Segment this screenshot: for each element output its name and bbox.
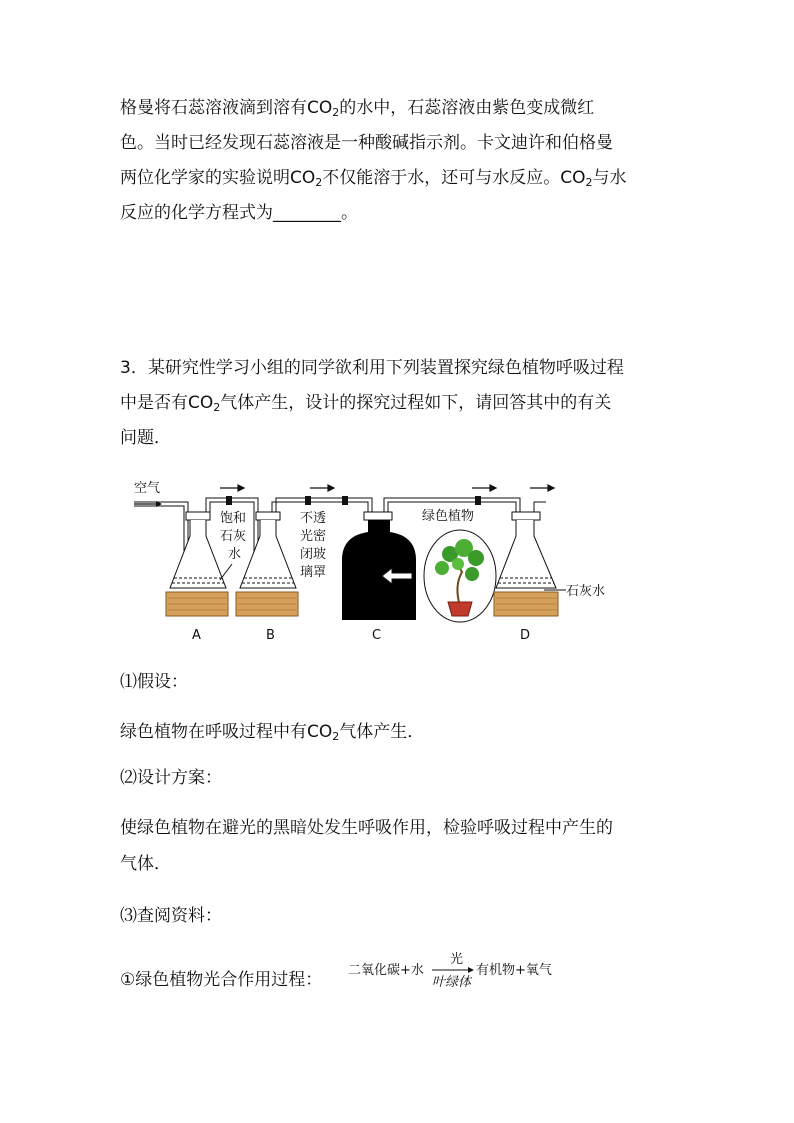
- formula: CO: [560, 168, 586, 188]
- text: 中是否有: [120, 393, 188, 413]
- section-title: ⑵设计方案：: [120, 768, 222, 788]
- text: 的水中，石蕊溶液由紫色变成微红: [339, 98, 595, 118]
- formula: CO: [188, 393, 214, 413]
- opaque-jar-label-3: 闭玻: [300, 547, 327, 562]
- formula: CO: [307, 98, 333, 118]
- photosynthesis-equation: [340, 950, 570, 990]
- section-item: ①绿色植物光合作用过程：: [120, 970, 323, 990]
- air-label: 空气: [134, 481, 161, 496]
- question-line: [120, 391, 611, 415]
- text: 气体产生，设计的探究过程如下，请回答其中的有关: [220, 393, 612, 413]
- paragraph-line: [120, 166, 627, 190]
- flask-b: [236, 512, 298, 616]
- opaque-jar-label-1: 不透: [300, 511, 327, 526]
- subscript: 2: [213, 401, 221, 414]
- text: 绿色植物在呼吸过程中有: [120, 722, 307, 742]
- flask-d: [494, 512, 558, 616]
- plant-illustration: [424, 530, 496, 622]
- reaction-arrowhead: [468, 967, 474, 973]
- paragraph-line: [120, 96, 594, 120]
- leader-line: [220, 564, 232, 580]
- formula: CO: [307, 722, 333, 742]
- apparatus-figure: [120, 476, 620, 648]
- text: 不仅能溶于水，还可与水反应。: [322, 168, 561, 188]
- section-title: ⑴假设：: [120, 672, 188, 692]
- equation-reactants: 二氧化碳+水: [348, 963, 424, 978]
- text: 两位化学家的实验说明: [120, 168, 290, 188]
- question-line: 3．某研究性学习小组的同学欲利用下列装置探究绿色植物呼吸过程: [120, 358, 624, 378]
- subscript: 2: [585, 176, 593, 189]
- jar-c: [342, 512, 416, 620]
- flask-a: [166, 512, 228, 616]
- label-d: D: [520, 628, 531, 643]
- paragraph-line: 色。当时已经发现石蕊溶液是一种酸碱指示剂。卡文迪许和伯格曼: [120, 133, 613, 153]
- text: 与水: [592, 168, 627, 188]
- section-text: 气体．: [120, 854, 171, 874]
- label-c: C: [372, 628, 382, 643]
- label-b: B: [266, 628, 275, 643]
- section-text: 使绿色植物在避光的黑暗处发生呼吸作用，检验呼吸过程中产生的: [120, 818, 613, 838]
- question-line: 问题．: [120, 428, 171, 448]
- label-a: A: [192, 628, 201, 643]
- section-title: ⑶查阅资料：: [120, 906, 222, 926]
- text: 气体产生．: [339, 722, 425, 742]
- subscript: 2: [332, 730, 340, 743]
- section-text: [120, 720, 424, 744]
- flow-arrows: [220, 485, 554, 491]
- saturated-limewater-label-3: 水: [228, 547, 242, 562]
- equation-products: 有机物+氧气: [476, 963, 552, 978]
- formula: CO: [290, 168, 316, 188]
- equation-condition-bottom: 叶绿体: [432, 975, 472, 990]
- opaque-jar-label-2: 光密: [300, 529, 327, 544]
- saturated-limewater-label-1: 饱和: [220, 511, 247, 526]
- opaque-jar-label-4: 璃罩: [300, 565, 327, 580]
- subscript: 2: [332, 106, 340, 119]
- text: 格曼将石蕊溶液滴到溶有: [120, 98, 307, 118]
- tube-clamps: [226, 496, 481, 505]
- equation-condition-top: 光: [450, 952, 464, 967]
- limewater-label: 石灰水: [566, 584, 606, 599]
- saturated-limewater-label-2: 石灰: [220, 529, 247, 544]
- subscript: 2: [315, 176, 323, 189]
- paragraph-line: 反应的化学方程式为________。: [120, 203, 358, 223]
- green-plant-label: 绿色植物: [422, 509, 475, 524]
